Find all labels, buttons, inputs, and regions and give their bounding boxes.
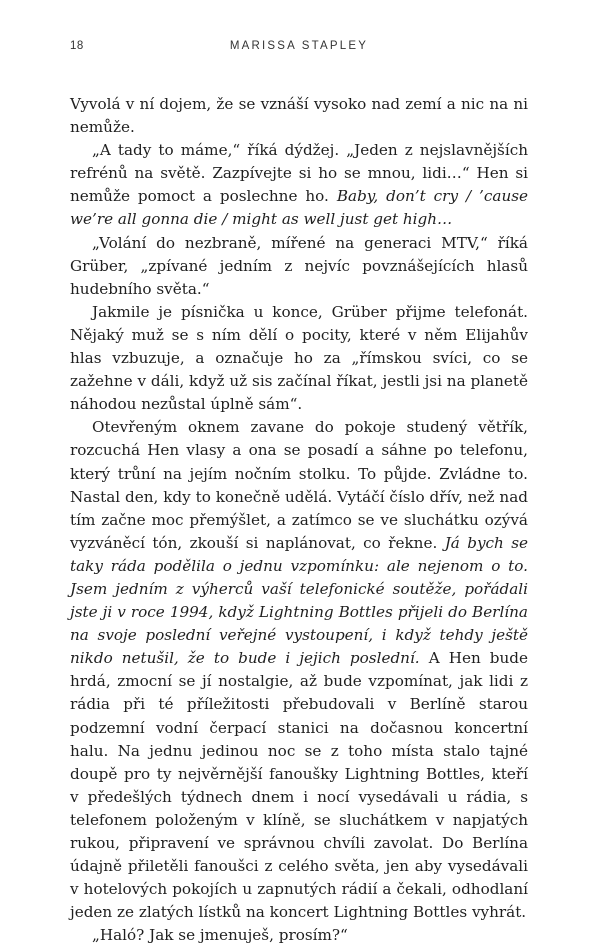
paragraph xyxy=(70,139,528,231)
text-run: „Haló? Jak se jmenuješ, prosím?“ xyxy=(92,926,348,945)
paragraph xyxy=(70,924,528,947)
text-run: A Hen bude hrdá, zmocní se jí nostalgie, až bude vzpomínat, jak lidi z rádia při té příležitosti přebudovali v Berlíně starou podzemní vodní čerpací stanici na dočasnou koncertní halu. Na jednu jedinou noc se z toho místa stalo tajné doupě pro ty nejvěrnější fanoušky Lightning Bottles, kteří v předešlých týdnech dnem i nocí vysedávali u rádia, s telefonem položeným v klíně, se sluchátkem v napjatých rukou, připravení ve správnou chvíli zavolat. Do Berlína údajně přiletěli fanoušci z celého světa, jen aby vysedávali v hotelových pokojích u zapnutých rádií a čekali, odhodlaní jeden ze zlatých lístků na koncert Lightning Bottles vyhrát. xyxy=(70,649,528,922)
italic-text-run: Baby, don’t cry / ’cause we’re all gonna die / might as well just get high… xyxy=(70,187,529,229)
body-text xyxy=(70,93,528,947)
text-run: Jakmile je písnička u konce, Grüber přijme telefonát. Nějaký muž se s ním dělí o pocity, které v něm Elijahův hlas vzbuzuje, a označuje ho za „římskou svíci, co se zažehne v dáli, když už sis začínal říkat, jestli jsi na planetě náhodou nezůstal úplně sám“. xyxy=(70,302,528,414)
paragraph xyxy=(70,93,528,139)
paragraph xyxy=(70,416,528,924)
page-header xyxy=(70,40,528,56)
paragraph xyxy=(70,301,528,416)
text-run: „Volání do nezbraně, mířené na generaci MTV,“ říká Grüber, „zpívané jedním z nejvíc povznášejících hlasů hudebního světa.“ xyxy=(70,233,528,298)
page-number: 18 xyxy=(70,40,84,52)
text-run: Otevřeným oknem zavane do pokoje studený větřík, rozcuchá Hen vlasy a ona se posadí a sáhne po telefonu, který trůní na jejím nočním stolku. To půjde. Zvládne to. Nastal den, kdy to konečně udělá. Vytáčí číslo dřív, než nad tím začne moc přemýšlet, a zatímco se ve sluchátku ozývá vyzváněcí tón, zkouší si naplánovat, co řekne. xyxy=(70,418,528,552)
paragraph xyxy=(70,232,528,301)
text-run: „A tady to máme,“ říká dýdžej. „Jeden z nejslavnějších refrénů na světě. Zazpívejte si ho se mnou, lidi…“ Hen si nemůže pomoct a poslechne ho. xyxy=(70,141,528,206)
italic-text-run: Já bych se taky ráda podělila o jednu vzpomínku: ale nejenom o to. Jsem jedním z výherců vaší telefonické soutěže, pořádali jste ji v roce 1994, když Lightning Bottles přijeli do Berlína na svoje poslední veřejné vystoupení, i když tehdy ještě nikdo netušil, že to bude i jejich poslední. xyxy=(70,533,529,668)
running-head: MARISSA STAPLEY xyxy=(229,40,369,52)
text-run: Vyvolá v ní dojem, že se vznáší vysoko nad zemí a nic na ni nemůže. xyxy=(70,95,528,137)
